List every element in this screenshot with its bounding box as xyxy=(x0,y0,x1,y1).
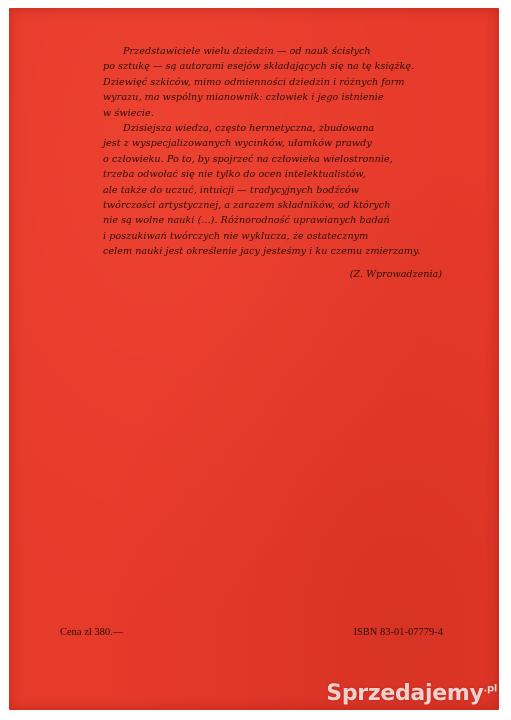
watermark-name: Sprzedajemy xyxy=(326,681,484,706)
watermark-suffix: .pl xyxy=(483,683,497,695)
cover-blurb xyxy=(103,44,443,260)
price-label: Cena zł 380.— xyxy=(60,627,124,638)
isbn-label: ISBN 83-01-07779-4 xyxy=(353,627,443,638)
site-watermark xyxy=(326,681,497,706)
blurb-source: (Z. Wprowadzenia) xyxy=(349,269,442,280)
blurb-paragraph-2: Dzisiejsza wiedza, często hermetyczna, zbudowana jest z wyspecjalizowanych wycinków, ułamków prawdy o człowieku. Po to, by spojrzeć na człowieka wielostronnie, trzeba odwołać się nie tylko do ocen intelektualistów, ale także do uczuć, intuicji — tradycyjnych bodźców twórczości artystycznej, a zarazem składników, od których nie są wolne nauki (...). Różnorodność uprawianych badań i poszukiwań twórczych nie wyklucza, że ostatecznym celem nauki jest określenie jacy jesteśmy i ku czemu zmierzamy. xyxy=(103,123,421,258)
blurb-paragraph-1: Przedstawiciele wielu dziedzin — od nauk ścisłych po sztukę — są autorami esejów składających się na tę książkę. Dziewięć szkiców, mimo odmienności dziedzin i różnych form wyrazu, ma wspólny mianownik: człowiek i jego istnienie w świecie. xyxy=(103,46,415,119)
